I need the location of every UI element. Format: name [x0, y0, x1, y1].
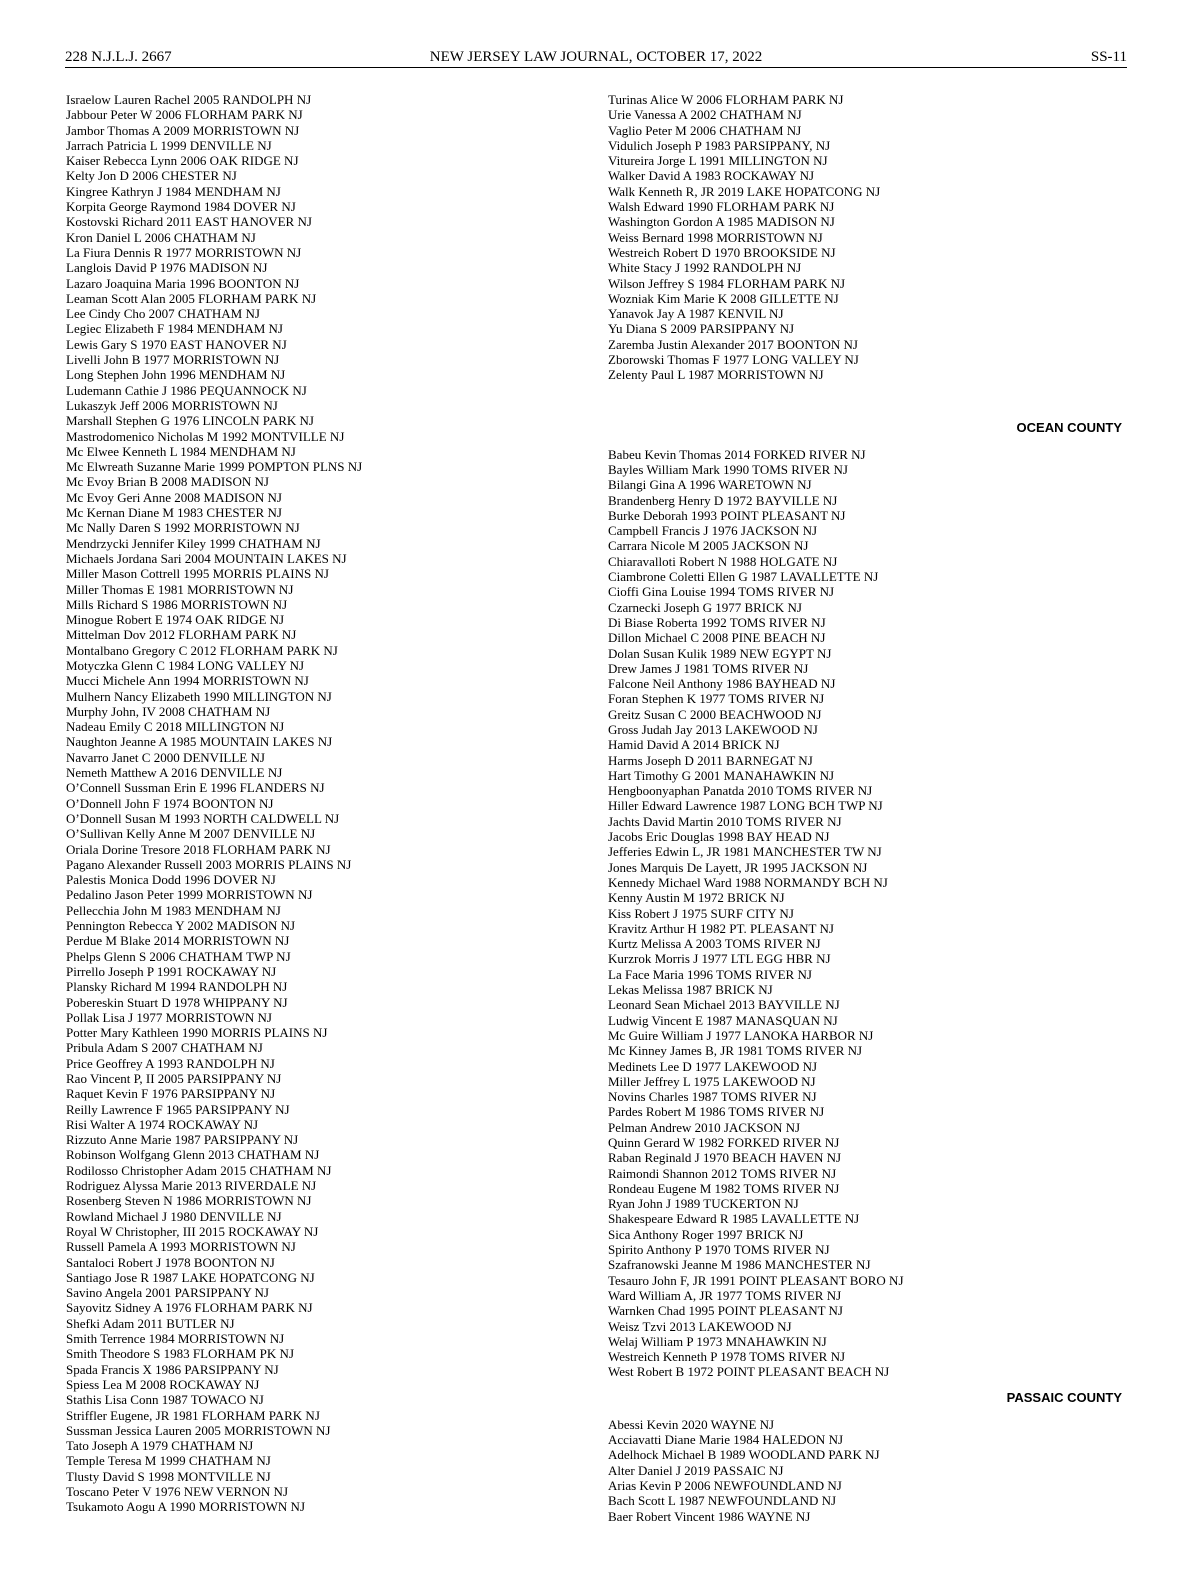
attorney-entry: Jambor Thomas A 2009 MORRISTOWN NJ: [66, 122, 300, 138]
attorney-entry: Czarnecki Joseph G 1977 BRICK NJ: [608, 599, 802, 615]
attorney-entry: Di Biase Roberta 1992 TOMS RIVER NJ: [608, 614, 826, 630]
attorney-entry: Bach Scott L 1987 NEWFOUNDLAND NJ: [608, 1493, 837, 1509]
attorney-entry: Szafranowski Jeanne M 1986 MANCHESTER NJ: [608, 1257, 871, 1273]
attorney-entry: Korpita George Raymond 1984 DOVER NJ: [66, 199, 296, 215]
attorney-entry: White Stacy J 1992 RANDOLPH NJ: [608, 260, 802, 276]
attorney-entry: Miller Jeffrey L 1975 LAKEWOOD NJ: [608, 1073, 816, 1089]
attorney-entry: Quinn Gerard W 1982 FORKED RIVER NJ: [608, 1135, 840, 1150]
attorney-entry: Montalbano Gregory C 2012 FLORHAM PARK NJ: [66, 642, 338, 658]
attorney-entry: Rodilosso Christopher Adam 2015 CHATHAM NJ: [66, 1162, 332, 1178]
attorney-entry: Abessi Kevin 2020 WAYNE NJ: [608, 1416, 775, 1432]
attorney-entry: Tato Joseph A 1979 CHATHAM NJ: [66, 1438, 254, 1454]
attorney-entry: Westreich Kenneth P 1978 TOMS RIVER NJ: [608, 1349, 846, 1365]
attorney-entry: Pennington Rebecca Y 2002 MADISON NJ: [66, 918, 296, 934]
morris-county-continued: [608, 92, 1128, 383]
attorney-entry: Mc Elwee Kenneth L 1984 MENDHAM NJ: [66, 443, 296, 459]
attorney-entry: Nemeth Matthew A 2016 DENVILLE NJ: [66, 765, 283, 781]
page-number: SS-11: [1090, 49, 1127, 65]
attorney-entry: Pelman Andrew 2010 JACKSON NJ: [608, 1119, 801, 1135]
attorney-entry: Pagano Alexander Russell 2003 MORRIS PLAINS NJ: [66, 856, 352, 872]
attorney-entry: Ryan John J 1989 TUCKERTON NJ: [608, 1196, 799, 1212]
attorney-entry: Greitz Susan C 2000 BEACHWOOD NJ: [608, 706, 822, 722]
attorney-entry: Ward William A, JR 1977 TOMS RIVER NJ: [608, 1287, 842, 1303]
attorney-entry: Rosenberg Steven N 1986 MORRISTOWN NJ: [66, 1193, 312, 1209]
attorney-entry: Arias Kevin P 2006 NEWFOUNDLAND NJ: [608, 1477, 842, 1493]
attorney-entry: Spada Francis X 1986 PARSIPPANY NJ: [66, 1361, 279, 1377]
attorney-entry: Plansky Richard M 1994 RANDOLPH NJ: [66, 979, 288, 995]
attorney-entry: Mc Nally Daren S 1992 MORRISTOWN NJ: [66, 520, 300, 536]
attorney-entry: Kurzrok Morris J 1977 LTL EGG HBR NJ: [608, 951, 831, 967]
attorney-entry: Hengboonyaphan Panatda 2010 TOMS RIVER NJ: [608, 783, 873, 799]
right-column: [608, 92, 1128, 1524]
attorney-entry: Westreich Robert D 1970 BROOKSIDE NJ: [608, 244, 836, 260]
attorney-entry: Pirrello Joseph P 1991 ROCKAWAY NJ: [66, 963, 277, 979]
attorney-entry: Chiaravalloti Robert N 1988 HOLGATE NJ: [608, 553, 838, 569]
attorney-entry: Kostovski Richard 2011 EAST HANOVER NJ: [66, 214, 312, 230]
attorney-entry: Rowland Michael J 1980 DENVILLE NJ: [66, 1208, 282, 1224]
passaic-county-list: [608, 1417, 1128, 1524]
attorney-entry: Lewis Gary S 1970 EAST HANOVER NJ: [66, 336, 287, 352]
attorney-entry: Baer Robert Vincent 1986 WAYNE NJ: [608, 1508, 811, 1524]
attorney-entry: Wilson Jeffrey S 1984 FLORHAM PARK NJ: [608, 275, 846, 291]
attorney-entry: Kingree Kathryn J 1984 MENDHAM NJ: [66, 183, 281, 199]
attorney-entry: Russell Pamela A 1993 MORRISTOWN NJ: [66, 1239, 296, 1255]
attorney-entry: O’Donnell Susan M 1993 NORTH CALDWELL NJ: [66, 810, 340, 826]
attorney-entry: Jacobs Eric Douglas 1998 BAY HEAD NJ: [608, 829, 830, 845]
attorney-entry: Yanavok Jay A 1987 KENVIL NJ: [608, 306, 784, 322]
attorney-entry: Kenny Austin M 1972 BRICK NJ: [608, 890, 785, 906]
attorney-entry: Marshall Stephen G 1976 LINCOLN PARK NJ: [66, 413, 314, 429]
attorney-entry: Leonard Sean Michael 2013 BAYVILLE NJ: [608, 997, 840, 1013]
attorney-entry: Rao Vincent P, II 2005 PARSIPPANY NJ: [66, 1071, 282, 1086]
section-spacer: [608, 383, 1128, 420]
attorney-entry: Long Stephen John 1996 MENDHAM NJ: [66, 367, 286, 383]
attorney-entry: Harms Joseph D 2011 BARNEGAT NJ: [608, 752, 813, 768]
page-header: [65, 47, 1127, 68]
attorney-entry: Pardes Robert M 1986 TOMS RIVER NJ: [608, 1104, 825, 1120]
attorney-entry: Reilly Lawrence F 1965 PARSIPPANY NJ: [66, 1101, 290, 1117]
attorney-entry: Pobereskin Stuart D 1978 WHIPPANY NJ: [66, 994, 288, 1010]
attorney-entry: Acciavatti Diane Marie 1984 HALEDON NJ: [608, 1432, 844, 1448]
attorney-entry: Rondeau Eugene M 1982 TOMS RIVER NJ: [608, 1180, 840, 1196]
attorney-entry: Stathis Lisa Conn 1987 TOWACO NJ: [66, 1392, 264, 1408]
left-column: [66, 92, 566, 1515]
ocean-county-heading: OCEAN COUNTY: [1016, 419, 1122, 435]
attorney-entry: Adelhock Michael B 1989 WOODLAND PARK NJ: [608, 1447, 880, 1463]
attorney-entry: Mucci Michele Ann 1994 MORRISTOWN NJ: [66, 673, 309, 689]
attorney-entry: Temple Teresa M 1999 CHATHAM NJ: [66, 1453, 271, 1469]
attorney-entry: Risi Walter A 1974 ROCKAWAY NJ: [66, 1116, 259, 1132]
attorney-entry: Raimondi Shannon 2012 TOMS RIVER NJ: [608, 1165, 837, 1181]
attorney-entry: Savino Angela 2001 PARSIPPANY NJ: [66, 1285, 269, 1301]
attorney-entry: Smith Terrence 1984 MORRISTOWN NJ: [66, 1331, 285, 1347]
attorney-entry: Vaglio Peter M 2006 CHATHAM NJ: [608, 122, 802, 138]
attorney-entry: Dillon Michael C 2008 PINE BEACH NJ: [608, 630, 826, 646]
attorney-entry: Rodriguez Alyssa Marie 2013 RIVERDALE NJ: [66, 1178, 317, 1194]
citation: 228 N.J.L.J. 2667: [65, 49, 172, 65]
attorney-entry: O’Sullivan Kelly Anne M 2007 DENVILLE NJ: [66, 826, 316, 842]
attorney-entry: Jarrach Patricia L 1999 DENVILLE NJ: [66, 137, 272, 153]
attorney-entry: Minogue Robert E 1974 OAK RIDGE NJ: [66, 612, 285, 628]
attorney-entry: Tsukamoto Aogu A 1990 MORRISTOWN NJ: [66, 1499, 306, 1515]
attorney-entry: Mc Kernan Diane M 1983 CHESTER NJ: [66, 505, 282, 521]
attorney-entry: Shakespeare Edward R 1985 LAVALLETTE NJ: [608, 1211, 860, 1227]
attorney-entry: Tesauro John F, JR 1991 POINT PLEASANT BORO NJ: [608, 1272, 904, 1288]
attorney-entry: Brandenberg Henry D 1972 BAYVILLE NJ: [608, 492, 838, 508]
attorney-entry: Kaiser Rebecca Lynn 2006 OAK RIDGE NJ: [66, 153, 299, 169]
attorney-entry: Kennedy Michael Ward 1988 NORMANDY BCH NJ: [608, 874, 888, 890]
attorney-entry: Kiss Robert J 1975 SURF CITY NJ: [608, 905, 794, 921]
attorney-entry: Bilangi Gina A 1996 WARETOWN NJ: [608, 477, 812, 493]
attorney-entry: Weisz Tzvi 2013 LAKEWOOD NJ: [608, 1318, 792, 1334]
attorney-entry: Walk Kenneth R, JR 2019 LAKE HOPATCONG NJ: [608, 183, 881, 199]
attorney-entry: Drew James J 1981 TOMS RIVER NJ: [608, 660, 809, 676]
attorney-entry: Campbell Francis J 1976 JACKSON NJ: [608, 523, 818, 539]
attorney-entry: Pedalino Jason Peter 1999 MORRISTOWN NJ: [66, 887, 313, 903]
attorney-entry: Mills Richard S 1986 MORRISTOWN NJ: [66, 596, 288, 612]
attorney-entry: Pellecchia John M 1983 MENDHAM NJ: [66, 902, 281, 918]
attorney-entry: Welaj William P 1973 MNAHAWKIN NJ: [608, 1333, 827, 1349]
attorney-entry: La Fiura Dennis R 1977 MORRISTOWN NJ: [66, 244, 302, 260]
attorney-entry: Mastrodomenico Nicholas M 1992 MONTVILLE NJ: [66, 428, 345, 444]
attorney-entry: Oriala Dorine Tresore 2018 FLORHAM PARK NJ: [66, 841, 331, 857]
attorney-entry: Pribula Adam S 2007 CHATHAM NJ: [66, 1040, 263, 1056]
attorney-entry: Nadeau Emily C 2018 MILLINGTON NJ: [66, 719, 285, 735]
attorney-entry: Jabbour Peter W 2006 FLORHAM PARK NJ: [66, 107, 303, 123]
attorney-entry: Langlois David P 1976 MADISON NJ: [66, 260, 268, 276]
attorney-entry: Falcone Neil Anthony 1986 BAYHEAD NJ: [608, 676, 836, 692]
attorney-entry: Vitureira Jorge L 1991 MILLINGTON NJ: [608, 153, 828, 169]
attorney-entry: Spirito Anthony P 1970 TOMS RIVER NJ: [608, 1242, 830, 1258]
attorney-entry: Murphy John, IV 2008 CHATHAM NJ: [66, 703, 271, 719]
attorney-entry: Mulhern Nancy Elizabeth 1990 MILLINGTON NJ: [66, 688, 332, 704]
attorney-entry: Miller Thomas E 1981 MORRISTOWN NJ: [66, 581, 294, 597]
attorney-entry: Hiller Edward Lawrence 1987 LONG BCH TWP NJ: [608, 798, 883, 814]
attorney-entry: Navarro Janet C 2000 DENVILLE NJ: [66, 749, 265, 765]
section-spacer: [608, 1380, 1128, 1390]
attorney-entry: Novins Charles 1987 TOMS RIVER NJ: [608, 1089, 817, 1105]
attorney-entry: Pollak Lisa J 1977 MORRISTOWN NJ: [66, 1009, 272, 1025]
attorney-entry: Santiago Jose R 1987 LAKE HOPATCONG NJ: [66, 1269, 315, 1285]
passaic-county-heading: PASSAIC COUNTY: [1006, 1389, 1122, 1405]
attorney-entry: Cioffi Gina Louise 1994 TOMS RIVER NJ: [608, 584, 835, 600]
attorney-entry: Israelow Lauren Rachel 2005 RANDOLPH NJ: [66, 92, 312, 107]
attorney-entry: O’Donnell John F 1974 BOONTON NJ: [66, 795, 274, 811]
attorney-entry: Mc Evoy Geri Anne 2008 MADISON NJ: [66, 489, 282, 505]
attorney-entry: Hamid David A 2014 BRICK NJ: [608, 737, 780, 753]
attorney-entry: Urie Vanessa A 2002 CHATHAM NJ: [608, 107, 802, 123]
attorney-entry: Gross Judah Jay 2013 LAKEWOOD NJ: [608, 721, 818, 737]
attorney-entry: Raban Reginald J 1970 BEACH HAVEN NJ: [608, 1150, 842, 1166]
attorney-entry: Jefferies Edwin L, JR 1981 MANCHESTER TW NJ: [608, 844, 882, 860]
attorney-entry: Walker David A 1983 ROCKAWAY NJ: [608, 168, 815, 184]
attorney-entry: Kravitz Arthur H 1982 PT. PLEASANT NJ: [608, 920, 834, 936]
attorney-entry: Jones Marquis De Layett, JR 1995 JACKSON NJ: [608, 859, 868, 875]
attorney-entry: Smith Theodore S 1983 FLORHAM PK NJ: [66, 1346, 295, 1362]
attorney-entry: Zaremba Justin Alexander 2017 BOONTON NJ: [608, 336, 858, 352]
attorney-entry: Jachts David Martin 2010 TOMS RIVER NJ: [608, 813, 842, 829]
attorney-entry: Naughton Jeanne A 1985 MOUNTAIN LAKES NJ: [66, 734, 333, 750]
attorney-entry: Kron Daniel L 2006 CHATHAM NJ: [66, 229, 256, 245]
attorney-entry: Kelty Jon D 2006 CHESTER NJ: [66, 168, 237, 184]
attorney-entry: Price Geoffrey A 1993 RANDOLPH NJ: [66, 1055, 275, 1071]
attorney-entry: Bayles William Mark 1990 TOMS RIVER NJ: [608, 461, 848, 477]
attorney-entry: Sussman Jessica Lauren 2005 MORRISTOWN NJ: [66, 1422, 331, 1438]
attorney-entry: Livelli John B 1977 MORRISTOWN NJ: [66, 352, 280, 368]
attorney-entry: Shefki Adam 2011 BUTLER NJ: [66, 1315, 235, 1331]
attorney-entry: Mendrzycki Jennifer Kiley 1999 CHATHAM NJ: [66, 535, 321, 551]
attorney-entry: Leaman Scott Alan 2005 FLORHAM PARK NJ: [66, 290, 317, 306]
attorney-entry: Medinets Lee D 1977 LAKEWOOD NJ: [608, 1058, 818, 1074]
attorney-entry: Yu Diana S 2009 PARSIPPANY NJ: [608, 321, 795, 337]
attorney-entry: Wozniak Kim Marie K 2008 GILLETTE NJ: [608, 290, 839, 306]
attorney-entry: Perdue M Blake 2014 MORRISTOWN NJ: [66, 933, 290, 949]
publication-title: NEW JERSEY LAW JOURNAL, OCTOBER 17, 2022: [429, 49, 763, 65]
attorney-entry: Ludwig Vincent E 1987 MANASQUAN NJ: [608, 1012, 838, 1028]
attorney-entry: West Robert B 1972 POINT PLEASANT BEACH NJ: [608, 1364, 890, 1380]
attorney-entry: Royal W Christopher, III 2015 ROCKAWAY NJ: [66, 1223, 319, 1239]
attorney-entry: Raquet Kevin F 1976 PARSIPPANY NJ: [66, 1086, 276, 1102]
attorney-entry: Warnken Chad 1995 POINT PLEASANT NJ: [608, 1303, 843, 1319]
attorney-entry: Striffler Eugene, JR 1981 FLORHAM PARK NJ: [66, 1407, 320, 1423]
attorney-entry: Mc Guire William J 1977 LANOKA HARBOR NJ: [608, 1027, 874, 1043]
attorney-entry: Mittelman Dov 2012 FLORHAM PARK NJ: [66, 627, 297, 643]
attorney-entry: Burke Deborah 1993 POINT PLEASANT NJ: [608, 507, 846, 523]
attorney-entry: Turinas Alice W 2006 FLORHAM PARK NJ: [608, 92, 844, 107]
attorney-entry: Foran Stephen K 1977 TOMS RIVER NJ: [608, 691, 825, 707]
attorney-entry: Sayovitz Sidney A 1976 FLORHAM PARK NJ: [66, 1300, 313, 1316]
attorney-entry: Mc Elwreath Suzanne Marie 1999 POMPTON PLNS NJ: [66, 459, 363, 475]
attorney-entry: Dolan Susan Kulik 1989 NEW EGYPT NJ: [608, 645, 832, 661]
attorney-entry: Weiss Bernard 1998 MORRISTOWN NJ: [608, 229, 823, 245]
attorney-entry: Ludemann Cathie J 1986 PEQUANNOCK NJ: [66, 382, 307, 398]
attorney-entry: Phelps Glenn S 2006 CHATHAM TWP NJ: [66, 948, 291, 964]
attorney-entry: Potter Mary Kathleen 1990 MORRIS PLAINS NJ: [66, 1025, 328, 1041]
attorney-entry: Mc Evoy Brian B 2008 MADISON NJ: [66, 474, 269, 490]
attorney-entry: Ciambrone Coletti Ellen G 1987 LAVALLETTE NJ: [608, 569, 879, 585]
attorney-entry: Carrara Nicole M 2005 JACKSON NJ: [608, 538, 809, 554]
attorney-entry: Santaloci Robert J 1978 BOONTON NJ: [66, 1254, 275, 1270]
attorney-entry: Robinson Wolfgang Glenn 2013 CHATHAM NJ: [66, 1147, 320, 1163]
attorney-entry: Washington Gordon A 1985 MADISON NJ: [608, 214, 835, 230]
attorney-entry: Alter Daniel J 2019 PASSAIC NJ: [608, 1462, 784, 1478]
attorney-entry: Babeu Kevin Thomas 2014 FORKED RIVER NJ: [608, 446, 866, 462]
attorney-entry: Tlusty David S 1998 MONTVILLE NJ: [66, 1468, 271, 1484]
attorney-entry: Lazaro Joaquina Maria 1996 BOONTON NJ: [66, 275, 300, 291]
attorney-entry: Lekas Melissa 1987 BRICK NJ: [608, 982, 773, 998]
attorney-entry: Walsh Edward 1990 FLORHAM PARK NJ: [608, 199, 835, 215]
attorney-entry: Mc Kinney James B, JR 1981 TOMS RIVER NJ: [608, 1043, 863, 1059]
attorney-entry: Spiess Lea M 2008 ROCKAWAY NJ: [66, 1376, 260, 1392]
attorney-entry: Vidulich Joseph P 1983 PARSIPPANY, NJ: [608, 137, 831, 153]
attorney-entry: Zborowski Thomas F 1977 LONG VALLEY NJ: [608, 352, 859, 368]
attorney-entry: Michaels Jordana Sari 2004 MOUNTAIN LAKES NJ: [66, 550, 347, 566]
attorney-entry: Kurtz Melissa A 2003 TOMS RIVER NJ: [608, 936, 821, 952]
attorney-entry: Hart Timothy G 2001 MANAHAWKIN NJ: [608, 767, 835, 783]
section-spacer: [608, 435, 1128, 447]
ocean-county-list: [608, 447, 1128, 1380]
attorney-entry: Miller Mason Cottrell 1995 MORRIS PLAINS NJ: [66, 566, 329, 582]
attorney-entry: Rizzuto Anne Marie 1987 PARSIPPANY NJ: [66, 1132, 299, 1148]
attorney-entry: La Face Maria 1996 TOMS RIVER NJ: [608, 966, 812, 982]
attorney-entry: O’Connell Sussman Erin E 1996 FLANDERS NJ: [66, 780, 325, 796]
attorney-entry: Zelenty Paul L 1987 MORRISTOWN NJ: [608, 367, 824, 383]
attorney-entry: Motyczka Glenn C 1984 LONG VALLEY NJ: [66, 657, 305, 673]
attorney-entry: Toscano Peter V 1976 NEW VERNON NJ: [66, 1484, 289, 1500]
attorney-entry: Palestis Monica Dodd 1996 DOVER NJ: [66, 872, 276, 888]
attorney-entry: Sica Anthony Roger 1997 BRICK NJ: [608, 1226, 804, 1242]
attorney-entry: Lukaszyk Jeff 2006 MORRISTOWN NJ: [66, 397, 278, 413]
attorney-entry: Lee Cindy Cho 2007 CHATHAM NJ: [66, 306, 260, 322]
section-spacer: [608, 1405, 1128, 1417]
attorney-entry: Legiec Elizabeth F 1984 MENDHAM NJ: [66, 321, 283, 337]
